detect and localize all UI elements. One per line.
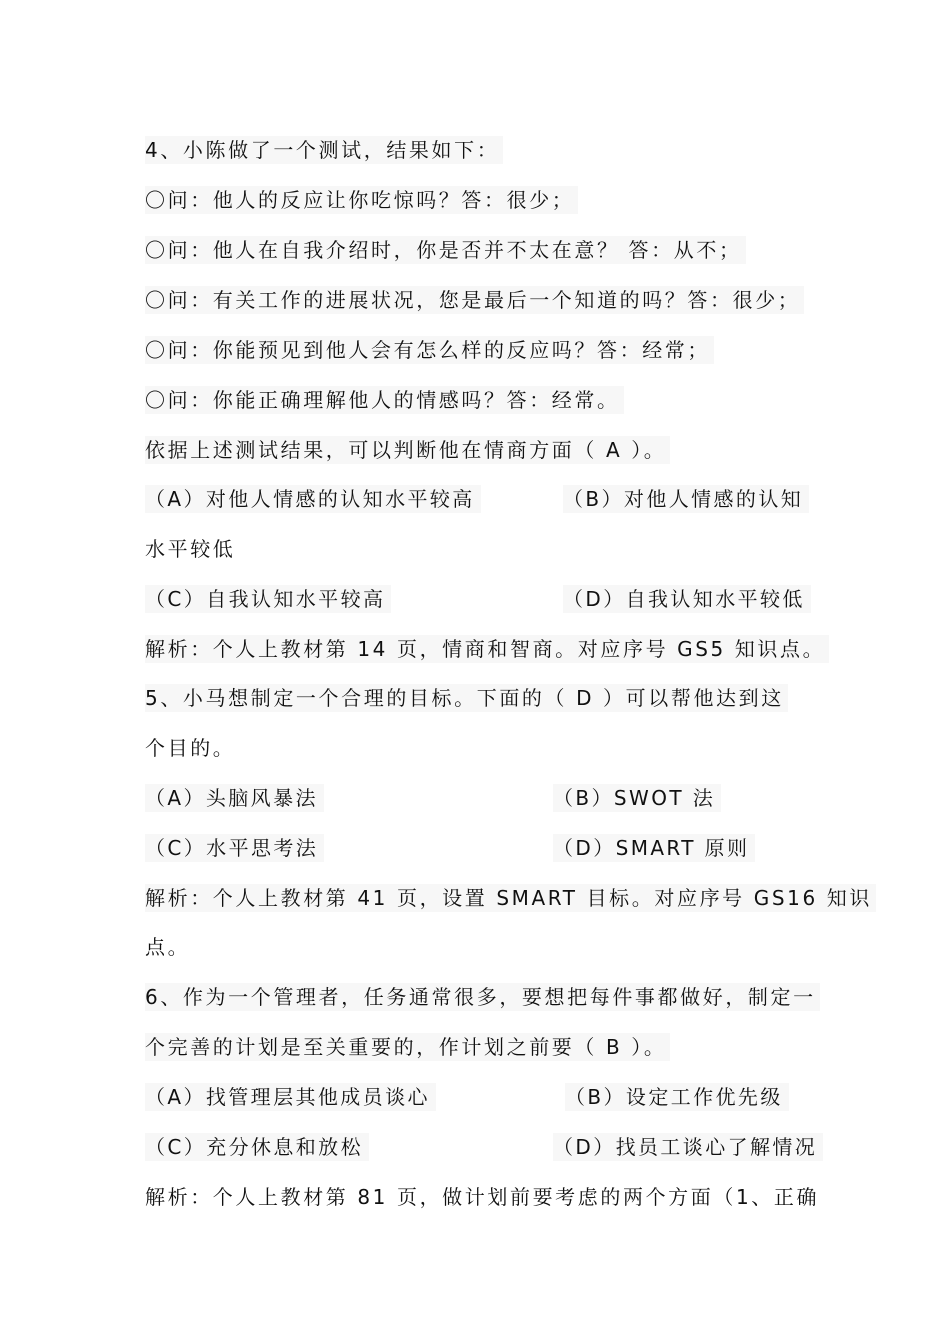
question-4-item-1: 〇问：他人的反应让你吃惊吗？答：很少； (145, 186, 578, 214)
question-5-options-row-1 (145, 784, 805, 812)
question-6-options-row-2 (145, 1133, 818, 1161)
question-6-option-a: （A）找管理层其他成员谈心 (145, 1083, 436, 1111)
question-6-option-b: （B）设定工作优先级 (565, 1083, 789, 1111)
question-6-option-d: （D）找员工谈心了解情况 (553, 1133, 823, 1161)
question-4-options-row-1 (145, 485, 805, 513)
question-5-stem: 5、小马想制定一个合理的目标。下面的（ D ）可以帮他达到这 (145, 684, 788, 712)
question-4-prompt: 依据上述测试结果，可以判断他在情商方面（ A ）。 (145, 436, 670, 464)
question-5-option-c: （C）水平思考法 (145, 834, 324, 862)
question-4-analysis: 解析：个人上教材第 14 页，情商和智商。对应序号 GS5 知识点。 (145, 635, 829, 663)
question-6-option-c: （C）充分休息和放松 (145, 1133, 369, 1161)
question-5-option-a: （A）头脑风暴法 (145, 784, 324, 812)
question-5-analysis-continued: 点。 (145, 935, 191, 959)
question-4-item-3: 〇问：有关工作的进展状况，您是最后一个知道的吗？答：很少； (145, 286, 804, 314)
question-4-option-b: （B）对他人情感的认知 (563, 485, 809, 513)
question-4-item-4: 〇问：你能预见到他人会有怎么样的反应吗？答：经常； (145, 336, 714, 364)
question-6-options-row-1 (145, 1083, 805, 1111)
question-4-item-5: 〇问：你能正确理解他人的情感吗？答：经常。 (145, 386, 624, 414)
question-5-option-d: （D）SMART 原则 (553, 834, 755, 862)
question-4-option-b-continued: 水平较低 (145, 537, 236, 561)
question-4-option-c: （C）自我认知水平较高 (145, 585, 391, 613)
question-4-option-d: （D）自我认知水平较低 (563, 585, 811, 613)
question-5-option-b: （B）SWOT 法 (553, 784, 721, 812)
question-5-options-row-2 (145, 834, 805, 862)
question-4-option-a: （A）对他人情感的认知水平较高 (145, 485, 481, 513)
question-6-analysis: 解析：个人上教材第 81 页，做计划前要考虑的两个方面（1、正确 (145, 1185, 820, 1209)
question-5-analysis: 解析：个人上教材第 41 页，设置 SMART 目标。对应序号 GS16 知识 (145, 884, 876, 912)
question-4-stem: 4、小陈做了一个测试，结果如下： (145, 136, 503, 164)
question-6-stem: 6、作为一个管理者，任务通常很多，要想把每件事都做好，制定一 (145, 983, 820, 1011)
question-6-stem-continued: 个完善的计划是至关重要的，作计划之前要（ B ）。 (145, 1033, 670, 1061)
question-5-stem-continued: 个目的。 (145, 736, 236, 760)
question-4-item-2: 〇问：他人在自我介绍时，你是否并不太在意？ 答：从不； (145, 236, 746, 264)
question-4-options-row-2 (145, 585, 805, 613)
